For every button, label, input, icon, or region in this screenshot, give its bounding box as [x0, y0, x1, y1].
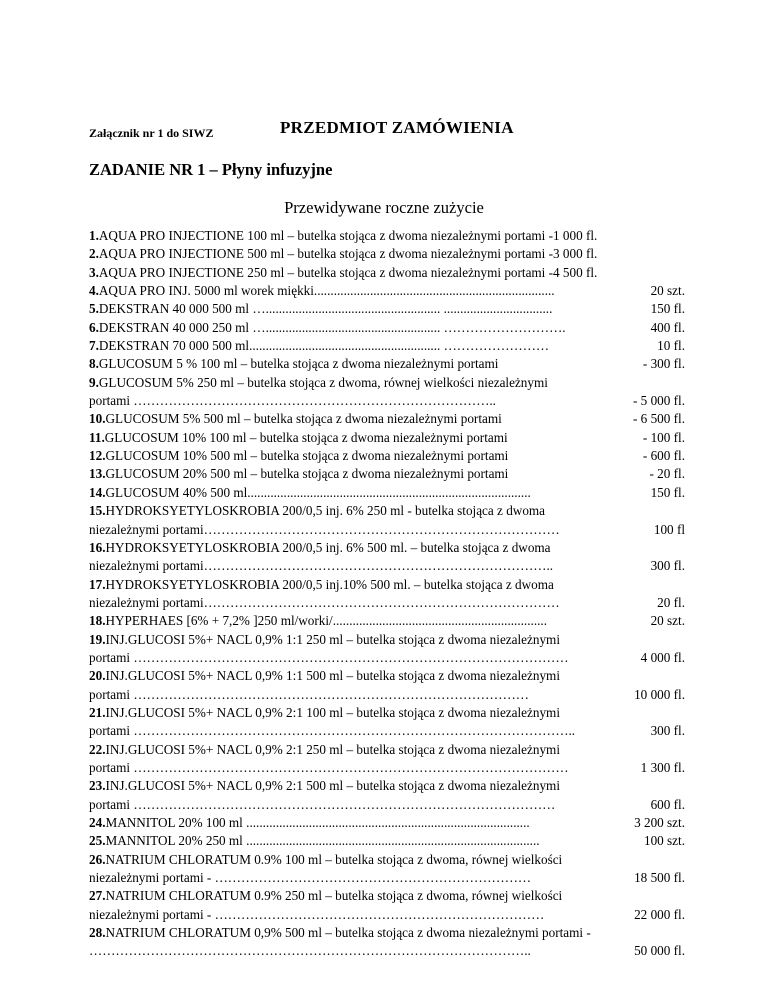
- list-item: [89, 906, 685, 924]
- item-description: AQUA PRO INJECTIONE 100 ml – butelka stojąca z dwoma niezależnymi portami -1 000 fl.: [98, 228, 598, 243]
- list-item: [89, 667, 685, 685]
- item-number: 3.: [89, 264, 99, 280]
- item-number: 1.: [89, 228, 99, 243]
- item-quantity: - 5 000 fl.: [632, 393, 685, 409]
- item-description: HYDROKSYETYLOSKROBIA 200/0,5 inj. 6% 500 ml. – butelka stojąca z dwoma: [105, 539, 551, 555]
- item-description: portami ………………………………………………………………………………………: [89, 759, 569, 775]
- item-number: 14.: [89, 484, 106, 500]
- item-description: MANNITOL 20% 100 ml ......................................................................................: [105, 815, 530, 830]
- item-quantity: 3 200 szt.: [634, 815, 685, 830]
- item-description: HYDROKSYETYLOSKROBIA 200/0,5 inj.10% 500 ml. – butelka stojąca z dwoma: [105, 576, 554, 592]
- item-description: HYPERHAES [6% + 7,2% ]250 ml/worki/.................................................................: [105, 613, 548, 629]
- item-number: 19.: [89, 631, 106, 647]
- item-quantity: 10 fl.: [657, 338, 685, 354]
- item-number: 21.: [89, 704, 106, 720]
- list-item: [89, 887, 685, 905]
- list-item: [89, 869, 685, 887]
- list-item: [89, 319, 685, 337]
- item-description: niezależnymi portami………………………………………………………………………: [89, 594, 560, 610]
- item-quantity: 300 fl.: [650, 558, 685, 574]
- item-description: NATRIUM CHLORATUM 0.9% 100 ml – butelka stojąca z dwoma, równej wielkości: [105, 851, 563, 867]
- item-description: portami ………………………………………………………………………………………: [89, 649, 569, 665]
- item-description: HYDROKSYETYLOSKROBIA 200/0,5 inj. 6% 250 ml - butelka stojąca z dwoma: [105, 503, 546, 519]
- list-item: [89, 759, 685, 777]
- list-item: [89, 557, 685, 575]
- item-quantity: 150 fl.: [650, 484, 685, 500]
- list-item: [89, 722, 685, 740]
- item-quantity: - 600 fl.: [642, 448, 685, 464]
- list-item: [89, 832, 685, 850]
- item-number: 28.: [89, 925, 106, 941]
- item-description: portami ………………………………………………………………………..: [89, 393, 496, 409]
- item-description: niezależnymi portami………………………………………………………………………: [89, 521, 560, 537]
- item-number: 9.: [89, 374, 99, 390]
- item-description: AQUA PRO INJ. 5000 ml worek miękki.........................................................................: [98, 283, 555, 299]
- item-description: MANNITOL 20% 250 ml .........................................................................................: [105, 833, 540, 849]
- item-description: AQUA PRO INJECTIONE 500 ml – butelka stojąca z dwoma niezależnymi portami -3 000 fl.: [98, 246, 598, 262]
- item-description: INJ.GLUCOSI 5%+ NACL 0,9% 2:1 250 ml – butelka stojąca z dwoma niezależnymi: [105, 741, 560, 757]
- list-item: [89, 924, 685, 942]
- item-number: 13.: [89, 466, 106, 482]
- item-description: AQUA PRO INJECTIONE 250 ml – butelka stojąca z dwoma niezależnymi portami -4 500 fl.: [98, 264, 598, 280]
- item-description: NATRIUM CHLORATUM 0,9% 500 ml – butelka stojąca z dwoma niezależnymi portami -: [105, 925, 591, 941]
- item-quantity: 400 fl.: [650, 319, 685, 335]
- item-quantity: 22 000 fl.: [634, 906, 685, 922]
- item-number: 27.: [89, 888, 106, 904]
- list-item: [89, 612, 685, 630]
- list-item: [89, 796, 685, 814]
- item-number: 24.: [89, 815, 106, 830]
- item-description: ………………………………………………………………………………………..: [89, 943, 531, 959]
- list-item: [89, 282, 685, 300]
- item-number: 4.: [89, 283, 99, 299]
- item-quantity: 10 000 fl.: [634, 686, 685, 702]
- task-heading: ZADANIE NR 1 – Płyny infuzyjne: [89, 160, 333, 179]
- list-item: [89, 410, 685, 428]
- item-number: 7.: [89, 338, 99, 354]
- item-number: 8.: [89, 356, 99, 372]
- list-item: [89, 521, 685, 539]
- item-number: 10.: [89, 411, 106, 427]
- list-item: [89, 337, 685, 355]
- list-item: [89, 539, 685, 557]
- item-number: 11.: [89, 429, 105, 445]
- document-header: [89, 118, 689, 142]
- list-item: [89, 465, 685, 483]
- list-item: [89, 227, 685, 245]
- item-quantity: 20 fl.: [657, 594, 685, 610]
- item-quantity: 600 fl.: [650, 796, 685, 812]
- item-description: GLUCOSUM 10% 100 ml – butelka stojąca z dwoma niezależnymi portami: [104, 429, 508, 445]
- item-number: 17.: [89, 576, 106, 592]
- list-item: [89, 649, 685, 667]
- item-quantity: 150 fl.: [650, 301, 685, 317]
- item-description: DEKSTRAN 40 000 500 ml …..................................................... .................................: [98, 301, 553, 317]
- item-number: 12.: [89, 448, 106, 464]
- item-number: 22.: [89, 741, 106, 757]
- item-quantity: 300 fl.: [650, 723, 685, 739]
- attachment-label: Załącznik nr 1 do SIWZ: [89, 126, 214, 140]
- list-item: [89, 814, 685, 832]
- list-item: [89, 851, 685, 869]
- item-description: niezależnymi portami - …………………………………………………………………: [89, 906, 545, 922]
- list-item: [89, 741, 685, 759]
- item-description: GLUCOSUM 10% 500 ml – butelka stojąca z dwoma niezależnymi portami: [105, 448, 509, 464]
- list-item: [89, 355, 685, 373]
- item-number: 16.: [89, 539, 106, 555]
- item-quantity: 20 szt.: [650, 613, 685, 629]
- item-quantity: 100 szt.: [643, 833, 685, 849]
- list-item: [89, 631, 685, 649]
- item-description: INJ.GLUCOSI 5%+ NACL 0,9% 1:1 250 ml – butelka stojąca z dwoma niezależnymi: [105, 631, 560, 647]
- list-item: [89, 374, 685, 392]
- item-number: 26.: [89, 851, 106, 867]
- item-quantity: 4 000 fl.: [640, 649, 685, 665]
- item-description: DEKSTRAN 40 000 250 ml …..................................................... ……………………….: [98, 319, 566, 335]
- list-item: [89, 594, 685, 612]
- list-item: [89, 429, 685, 447]
- item-quantity: - 100 fl.: [642, 429, 685, 445]
- list-item: [89, 245, 685, 263]
- item-description: GLUCOSUM 20% 500 ml – butelka stojąca z dwoma niezależnymi portami: [105, 466, 509, 482]
- item-description: niezależnymi portami……………………………………………………………………..: [89, 558, 554, 574]
- item-quantity: - 20 fl.: [649, 466, 685, 482]
- item-description: GLUCOSUM 5% 500 ml – butelka stojąca z dwoma niezależnymi portami: [105, 411, 502, 427]
- list-item: [89, 392, 685, 410]
- item-quantity: 100 fl: [653, 521, 685, 537]
- item-description: portami ………………………………………………………………………………: [89, 686, 529, 702]
- item-quantity: - 300 fl.: [642, 356, 685, 372]
- item-number: 23.: [89, 778, 106, 794]
- list-item: [89, 576, 685, 594]
- list-item: [89, 447, 685, 465]
- list-item: [89, 300, 685, 318]
- item-quantity: - 6 500 fl.: [632, 411, 685, 427]
- item-description: GLUCOSUM 5 % 100 ml – butelka stojąca z dwoma niezależnymi portami: [98, 356, 499, 372]
- item-description: portami ……………………………………………………………………………………: [89, 796, 556, 812]
- list-item: [89, 686, 685, 704]
- list-item: [89, 777, 685, 795]
- item-description: INJ.GLUCOSI 5%+ NACL 0,9% 1:1 500 ml – butelka stojąca z dwoma niezależnymi: [105, 668, 560, 684]
- list-item: [89, 942, 685, 960]
- list-item: [89, 502, 685, 520]
- usage-heading: Przewidywane roczne zużycie: [284, 198, 484, 217]
- item-description: DEKSTRAN 70 000 500 ml.......................................................... ……………………: [98, 338, 550, 354]
- item-number: 6.: [89, 319, 99, 335]
- item-list: [89, 227, 685, 961]
- item-number: 15.: [89, 503, 106, 519]
- item-description: INJ.GLUCOSI 5%+ NACL 0,9% 2:1 500 ml – butelka stojąca z dwoma niezależnymi: [105, 778, 560, 794]
- item-number: 2.: [89, 246, 99, 262]
- item-description: GLUCOSUM 5% 250 ml – butelka stojąca z dwoma, równej wielkości niezależnymi: [98, 374, 548, 390]
- item-quantity: 18 500 fl.: [634, 870, 685, 886]
- item-description: GLUCOSUM 40% 500 ml......................................................................................: [105, 484, 531, 500]
- item-number: 5.: [89, 301, 99, 317]
- subject-title: PRZEDMIOT ZAMÓWIENIA: [280, 118, 514, 137]
- item-description: INJ.GLUCOSI 5%+ NACL 0,9% 2:1 100 ml – butelka stojąca z dwoma niezależnymi: [105, 704, 560, 720]
- list-item: [89, 704, 685, 722]
- item-quantity: 1 300 fl.: [640, 759, 685, 775]
- item-number: 25.: [89, 833, 106, 849]
- item-description: portami ………………………………………………………………………………………..: [89, 723, 576, 739]
- item-number: 20.: [89, 668, 106, 684]
- list-item: [89, 264, 685, 282]
- item-description: NATRIUM CHLORATUM 0.9% 250 ml – butelka stojąca z dwoma, równej wielkości: [105, 888, 563, 904]
- item-quantity: 20 szt.: [650, 283, 685, 299]
- item-description: niezależnymi portami - ………………………………………………………………: [89, 870, 532, 886]
- list-item: [89, 484, 685, 502]
- item-number: 18.: [89, 613, 106, 629]
- item-quantity: 50 000 fl.: [634, 943, 685, 959]
